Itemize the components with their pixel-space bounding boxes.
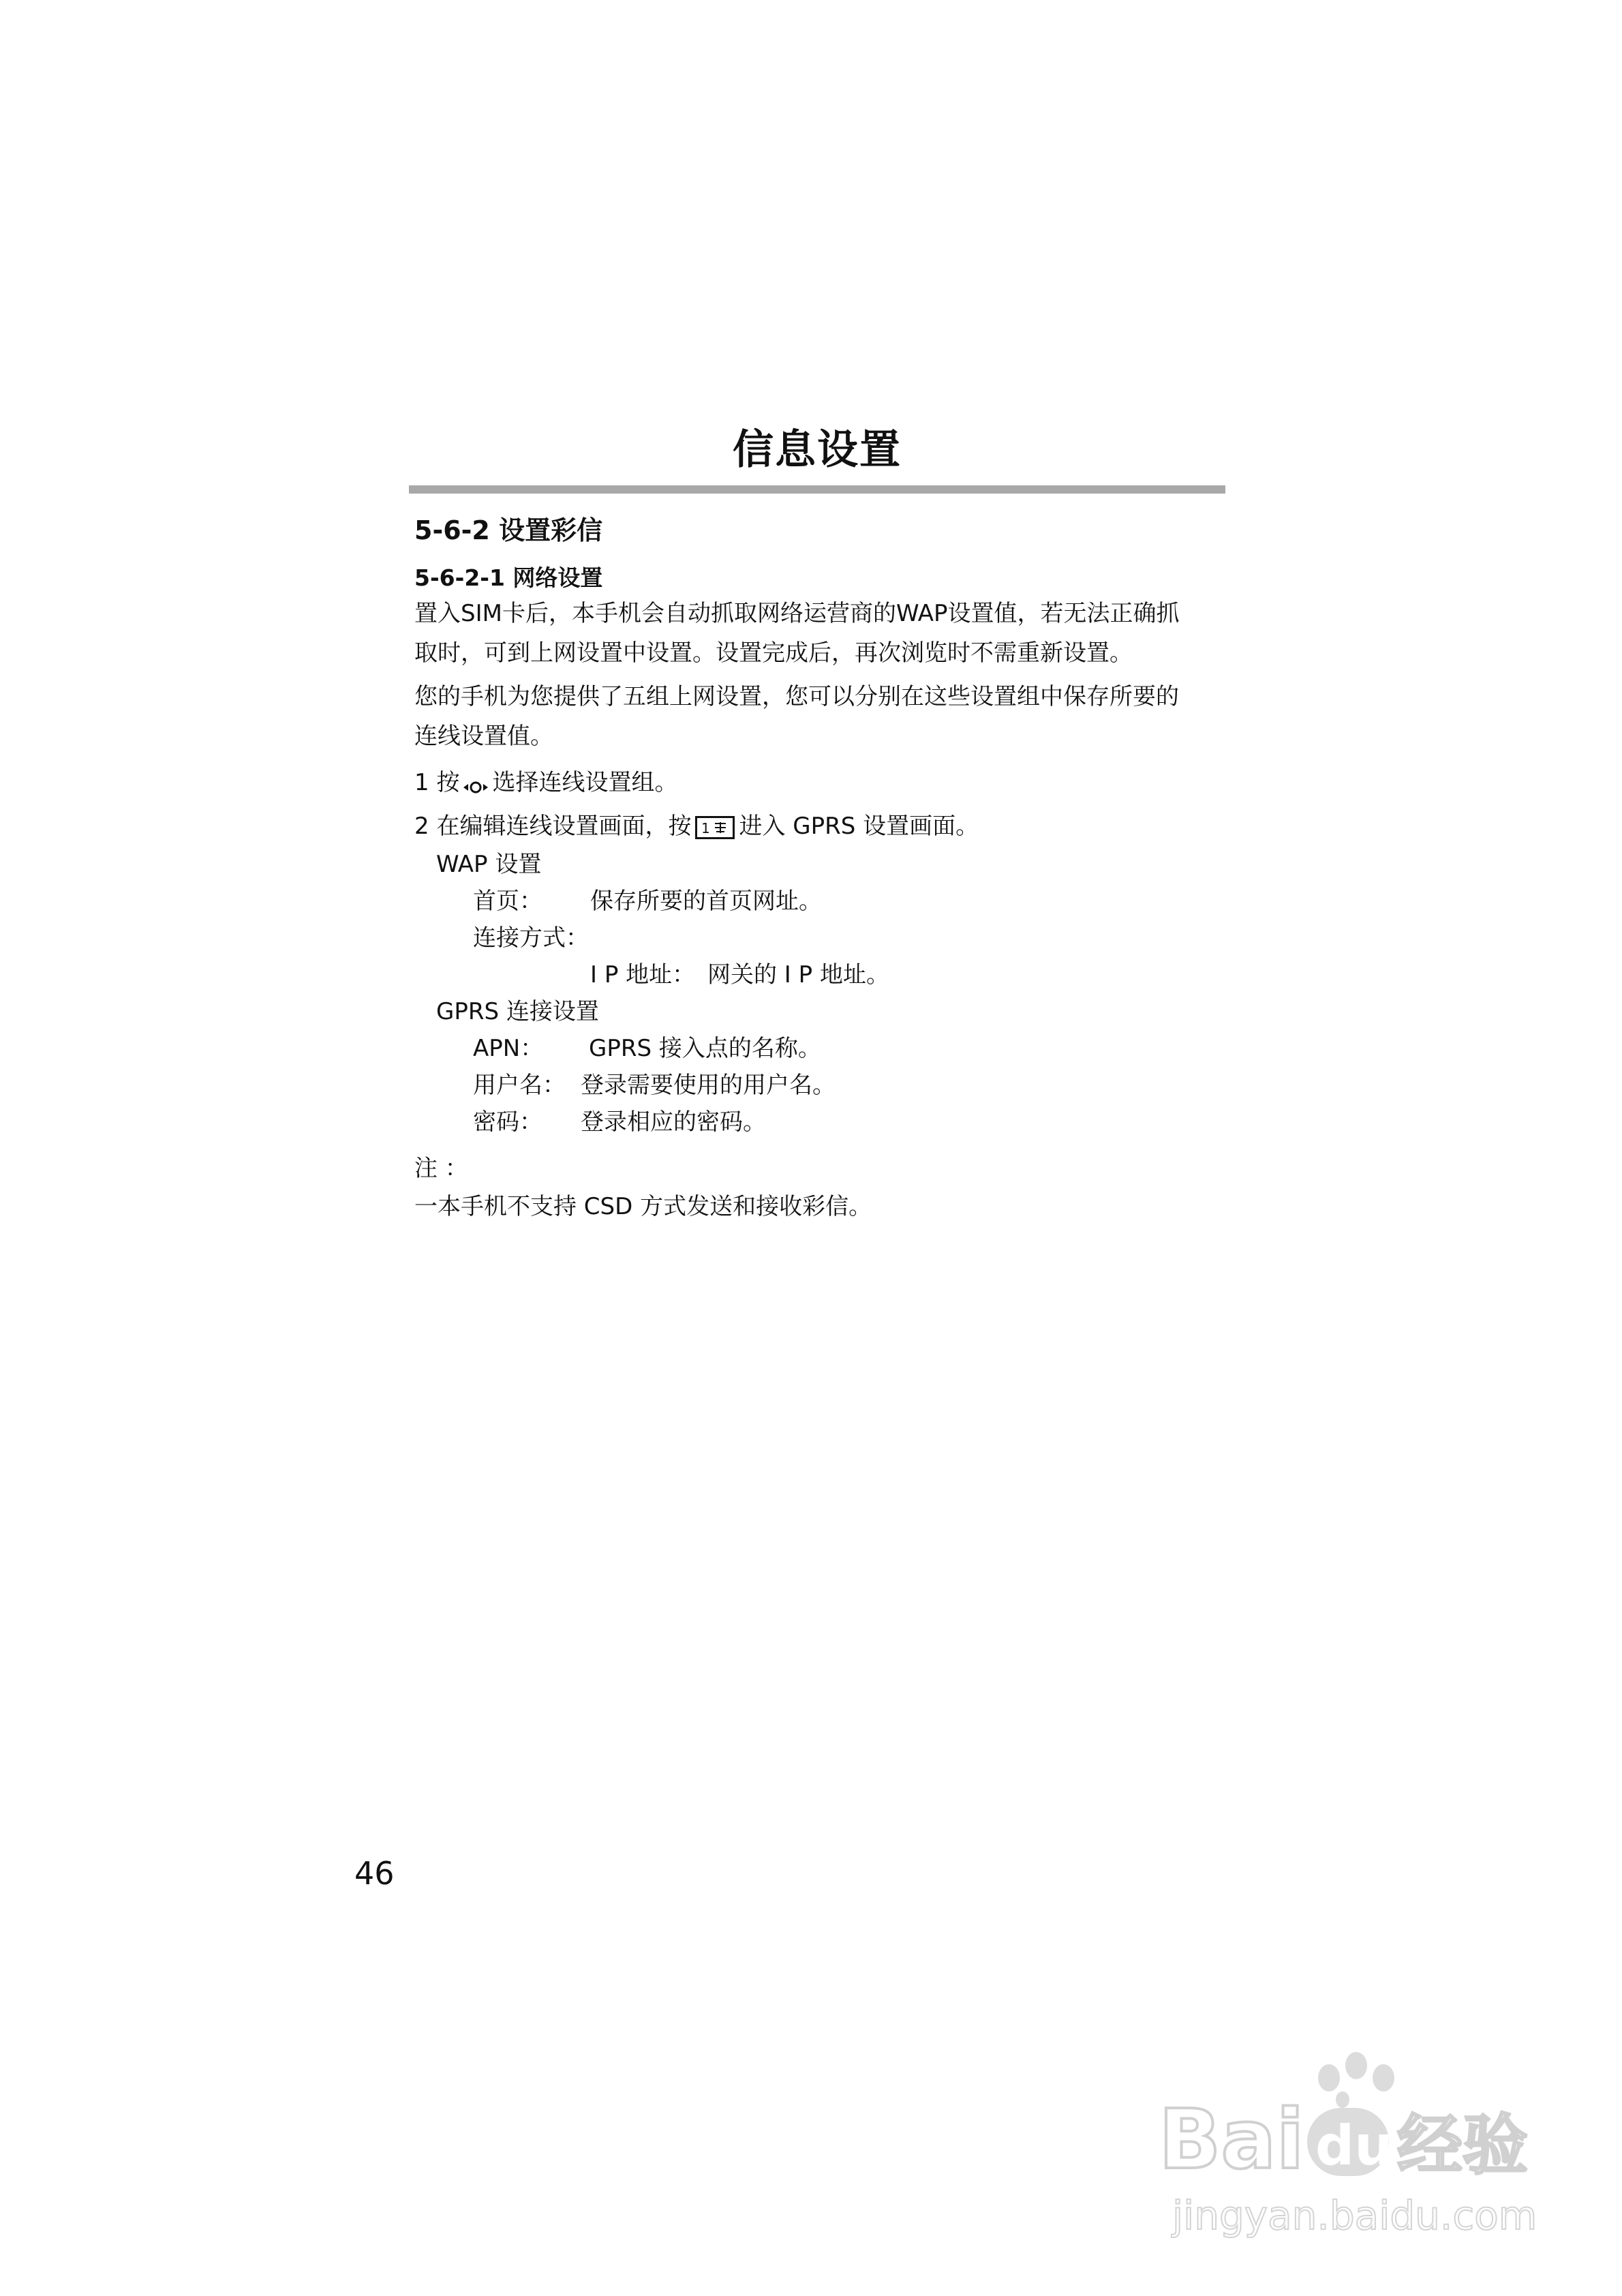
subsection-heading: 5-6-2-1 网络设置 bbox=[414, 564, 603, 591]
homepage-description: 保存所要的首页网址。 bbox=[590, 888, 822, 915]
key-1-icon bbox=[695, 816, 735, 839]
svg-text:1: 1 bbox=[701, 819, 711, 836]
page-number: 46 bbox=[354, 1855, 395, 1892]
step-2-suffix: 进入 GPRS 设置画面。 bbox=[739, 813, 979, 840]
baidu-jingyan-watermark bbox=[1159, 2045, 1540, 2250]
svg-text:Bai: Bai bbox=[1159, 2093, 1304, 2188]
step-2-prefix: 2 在编辑连线设置画面，按 bbox=[414, 813, 692, 840]
svg-text:jingyan.baidu.com: jingyan.baidu.com bbox=[1172, 2192, 1537, 2239]
navigation-key-icon bbox=[462, 774, 489, 794]
step-1-suffix: 选择连线设置组。 bbox=[492, 769, 678, 796]
username-description: 登录需要使用的用户名。 bbox=[581, 1072, 836, 1099]
wap-heading: WAP 设置 bbox=[436, 851, 542, 878]
step-1 bbox=[414, 766, 677, 799]
title-divider bbox=[409, 485, 1225, 494]
note-text: 一本手机不支持 CSD 方式发送和接收彩信。 bbox=[414, 1193, 872, 1220]
password-description: 登录相应的密码。 bbox=[581, 1108, 766, 1136]
paragraph-2-line-1: 您的手机为您提供了五组上网设置，您可以分别在这些设置组中保存所要的 bbox=[414, 683, 1179, 710]
svg-text:du: du bbox=[1315, 2114, 1394, 2177]
ip-address-description: 网关的 I P 地址。 bbox=[707, 961, 889, 988]
apn-label: APN： bbox=[473, 1035, 544, 1062]
section-heading: 5-6-2 设置彩信 bbox=[414, 515, 603, 545]
paragraph-2-line-2: 连线设置值。 bbox=[414, 723, 553, 750]
paragraph-1-line-1: 置入SIM卡后，本手机会自动抓取网络运营商的WAP设置值，若无法正确抓 bbox=[414, 600, 1180, 627]
step-2 bbox=[414, 810, 979, 843]
step-1-prefix: 1 按 bbox=[414, 769, 460, 796]
homepage-label: 首页： bbox=[473, 888, 542, 915]
note-label: 注 ： bbox=[414, 1155, 468, 1182]
ip-address-label: I P 地址： bbox=[590, 961, 696, 988]
paragraph-1-line-2: 取时，可到上网设置中设置。设置完成后，再次浏览时不需重新设置。 bbox=[414, 639, 1133, 667]
svg-text:经验: 经验 bbox=[1397, 2107, 1528, 2184]
gprs-heading: GPRS 连接设置 bbox=[436, 998, 599, 1025]
password-label: 密码： bbox=[473, 1108, 542, 1136]
connection-label: 连接方式： bbox=[473, 924, 589, 952]
apn-description: GPRS 接入点的名称。 bbox=[589, 1035, 821, 1062]
page-title: 信息设置 bbox=[733, 426, 902, 474]
paw-logo-icon bbox=[1318, 2052, 1394, 2108]
username-label: 用户名： bbox=[473, 1072, 566, 1099]
